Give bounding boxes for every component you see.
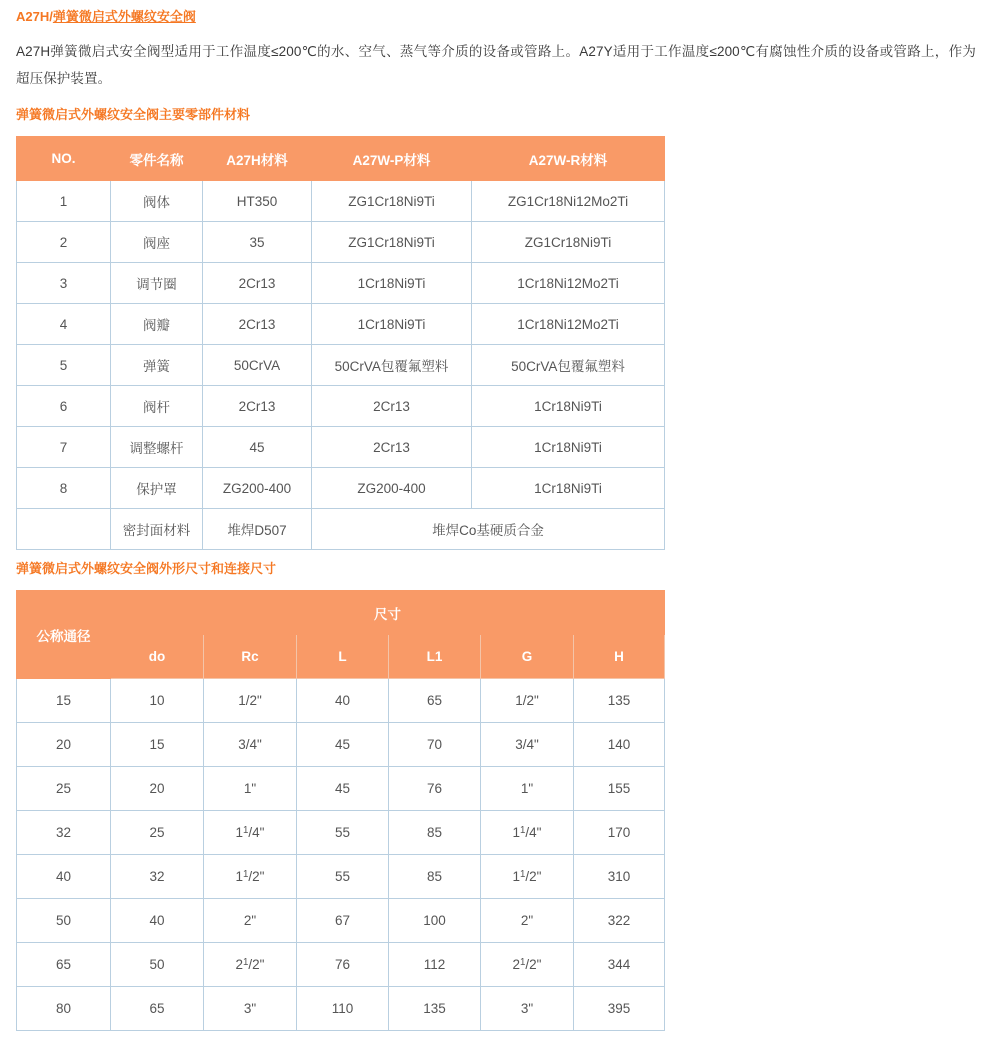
cell-l: 40 xyxy=(297,679,389,723)
cell-a27wr: 1Cr18Ni12Mo2Ti xyxy=(472,263,665,304)
table-row xyxy=(17,899,665,943)
table-row xyxy=(17,987,665,1031)
cell-g: $1^1/4$" xyxy=(481,811,574,855)
column-header-a27h: A27H材料 xyxy=(203,137,312,181)
column-header-l: L xyxy=(297,635,389,679)
cell-a27h: 2Cr13 xyxy=(203,304,312,345)
cell-dn: 40 xyxy=(17,855,111,899)
cell-part: 调节圈 xyxy=(111,263,203,304)
cell-g: $2^1/2$" xyxy=(481,943,574,987)
cell-rc: 3" xyxy=(204,987,297,1031)
cell-l1: 112 xyxy=(389,943,481,987)
cell-a27wp: ZG1Cr18Ni9Ti xyxy=(312,222,472,263)
sealing-face-row xyxy=(17,509,665,550)
column-header-part: 零件名称 xyxy=(111,137,203,181)
cell-a27h: 2Cr13 xyxy=(203,386,312,427)
cell-rc: $1^1/4$" xyxy=(204,811,297,855)
cell-l: 76 xyxy=(297,943,389,987)
table-row xyxy=(17,304,665,345)
table-row xyxy=(17,222,665,263)
table-row xyxy=(17,679,665,723)
cell-do: 65 xyxy=(111,987,204,1031)
page-title xyxy=(16,8,976,26)
table-row xyxy=(17,723,665,767)
cell-do: 15 xyxy=(111,723,204,767)
cell-rc: 1" xyxy=(204,767,297,811)
cell-do: 32 xyxy=(111,855,204,899)
cell-a27wp: ZG200-400 xyxy=(312,468,472,509)
dimensions-table xyxy=(16,590,665,1031)
cell-rc: $2^1/2$" xyxy=(204,943,297,987)
cell-a27wp: 50CrVA包覆氟塑料 xyxy=(312,345,472,386)
cell-rc: 3/4" xyxy=(204,723,297,767)
cell-l1: 135 xyxy=(389,987,481,1031)
cell-g: 1/2" xyxy=(481,679,574,723)
cell-h: 155 xyxy=(574,767,665,811)
cell-part: 阀体 xyxy=(111,181,203,222)
cell-dn: 25 xyxy=(17,767,111,811)
cell-l: 110 xyxy=(297,987,389,1031)
column-header-g: G xyxy=(481,635,574,679)
column-group-header-dimensions: 尺寸 xyxy=(111,591,665,635)
cell-l1: 70 xyxy=(389,723,481,767)
cell-a27wr: 1Cr18Ni9Ti xyxy=(472,386,665,427)
table-row xyxy=(17,386,665,427)
cell-a27wp: ZG1Cr18Ni9Ti xyxy=(312,181,472,222)
cell-dn: 20 xyxy=(17,723,111,767)
cell-no: 8 xyxy=(17,468,111,509)
page-title-prefix: A27H/ xyxy=(16,9,53,24)
cell-dn: 80 xyxy=(17,987,111,1031)
cell-l: 55 xyxy=(297,811,389,855)
column-header-a27wr: A27W-R材料 xyxy=(472,137,665,181)
cell-no: 3 xyxy=(17,263,111,304)
cell-a27wr: 1Cr18Ni12Mo2Ti xyxy=(472,304,665,345)
cell-a27wr: 1Cr18Ni9Ti xyxy=(472,468,665,509)
cell-do: 25 xyxy=(111,811,204,855)
cell-part: 弹簧 xyxy=(111,345,203,386)
cell-rc: $1^1/2$" xyxy=(204,855,297,899)
cell-dn: 65 xyxy=(17,943,111,987)
cell-h: 310 xyxy=(574,855,665,899)
cell-a27h: 45 xyxy=(203,427,312,468)
cell-do: 50 xyxy=(111,943,204,987)
cell-do: 40 xyxy=(111,899,204,943)
cell-part: 保护罩 xyxy=(111,468,203,509)
cell-a27wr: ZG1Cr18Ni9Ti xyxy=(472,222,665,263)
cell-no: 7 xyxy=(17,427,111,468)
cell-dn: 50 xyxy=(17,899,111,943)
cell-a27h: ZG200-400 xyxy=(203,468,312,509)
cell-a27wr: ZG1Cr18Ni12Mo2Ti xyxy=(472,181,665,222)
cell-h: 322 xyxy=(574,899,665,943)
cell-l: 45 xyxy=(297,767,389,811)
cell-rc: 1/2" xyxy=(204,679,297,723)
document-page xyxy=(0,8,992,1031)
page-title-link[interactable]: 弹簧微启式外螺纹安全阀 xyxy=(52,9,196,24)
cell-a27wp: 1Cr18Ni9Ti xyxy=(312,263,472,304)
cell-no: 2 xyxy=(17,222,111,263)
cell-a27h: HT350 xyxy=(203,181,312,222)
table-row xyxy=(17,345,665,386)
cell-a27h: 50CrVA xyxy=(203,345,312,386)
table-row xyxy=(17,767,665,811)
cell-h: 395 xyxy=(574,987,665,1031)
table-row xyxy=(17,811,665,855)
cell-g: 1" xyxy=(481,767,574,811)
table-row xyxy=(17,943,665,987)
cell-l1: 65 xyxy=(389,679,481,723)
column-header-no: NO. xyxy=(17,137,111,181)
materials-table-header-row xyxy=(17,137,665,181)
cell-g: 3/4" xyxy=(481,723,574,767)
cell-part: 密封面材料 xyxy=(111,509,203,550)
cell-no: 4 xyxy=(17,304,111,345)
cell-a27wp: 2Cr13 xyxy=(312,386,472,427)
dimensions-table-header-row-2 xyxy=(17,635,665,679)
cell-l1: 85 xyxy=(389,811,481,855)
cell-a27wr: 1Cr18Ni9Ti xyxy=(472,427,665,468)
column-header-do: do xyxy=(111,635,204,679)
cell-part: 阀杆 xyxy=(111,386,203,427)
table-row xyxy=(17,468,665,509)
table-row xyxy=(17,427,665,468)
materials-table xyxy=(16,136,665,550)
table-row xyxy=(17,855,665,899)
cell-part: 调整螺杆 xyxy=(111,427,203,468)
column-header-a27wp: A27W-P材料 xyxy=(312,137,472,181)
cell-h: 140 xyxy=(574,723,665,767)
cell-no xyxy=(17,509,111,550)
table-row xyxy=(17,181,665,222)
cell-h: 344 xyxy=(574,943,665,987)
cell-a27h: 2Cr13 xyxy=(203,263,312,304)
cell-part: 阀座 xyxy=(111,222,203,263)
cell-dn: 15 xyxy=(17,679,111,723)
dimensions-section-heading: 弹簧微启式外螺纹安全阀外形尺寸和连接尺寸 xyxy=(16,561,277,576)
cell-l: 45 xyxy=(297,723,389,767)
cell-h: 170 xyxy=(574,811,665,855)
cell-a27wp: 2Cr13 xyxy=(312,427,472,468)
cell-no: 5 xyxy=(17,345,111,386)
cell-g: 3" xyxy=(481,987,574,1031)
cell-sealing-merged: 堆焊Co基硬质合金 xyxy=(312,509,665,550)
cell-h: 135 xyxy=(574,679,665,723)
column-header-l1: L1 xyxy=(389,635,481,679)
column-header-rc: Rc xyxy=(204,635,297,679)
cell-a27h: 堆焊D507 xyxy=(203,509,312,550)
column-header-nominal-diameter: 公称通径 xyxy=(17,591,111,679)
cell-do: 20 xyxy=(111,767,204,811)
cell-dn: 32 xyxy=(17,811,111,855)
cell-l1: 100 xyxy=(389,899,481,943)
cell-l: 67 xyxy=(297,899,389,943)
table-row xyxy=(17,263,665,304)
dimensions-table-header-row-1 xyxy=(17,591,665,635)
cell-a27wp: 1Cr18Ni9Ti xyxy=(312,304,472,345)
cell-no: 6 xyxy=(17,386,111,427)
cell-do: 10 xyxy=(111,679,204,723)
cell-l: 55 xyxy=(297,855,389,899)
cell-l1: 85 xyxy=(389,855,481,899)
cell-rc: 2" xyxy=(204,899,297,943)
column-header-h: H xyxy=(574,635,665,679)
cell-l1: 76 xyxy=(389,767,481,811)
cell-a27h: 35 xyxy=(203,222,312,263)
materials-section-heading: 弹簧微启式外螺纹安全阀主要零部件材料 xyxy=(16,107,251,122)
cell-a27wr: 50CrVA包覆氟塑料 xyxy=(472,345,665,386)
cell-part: 阀瓣 xyxy=(111,304,203,345)
cell-no: 1 xyxy=(17,181,111,222)
intro-paragraph: A27H弹簧微启式安全阀型适用于工作温度≤200℃的水、空气、蒸气等介质的设备或管路上。A27Y适用于工作温度≤200℃有腐蚀性介质的设备或管路上，作为超压保护装置。 xyxy=(16,44,976,86)
cell-g: $1^1/2$" xyxy=(481,855,574,899)
cell-g: 2" xyxy=(481,899,574,943)
